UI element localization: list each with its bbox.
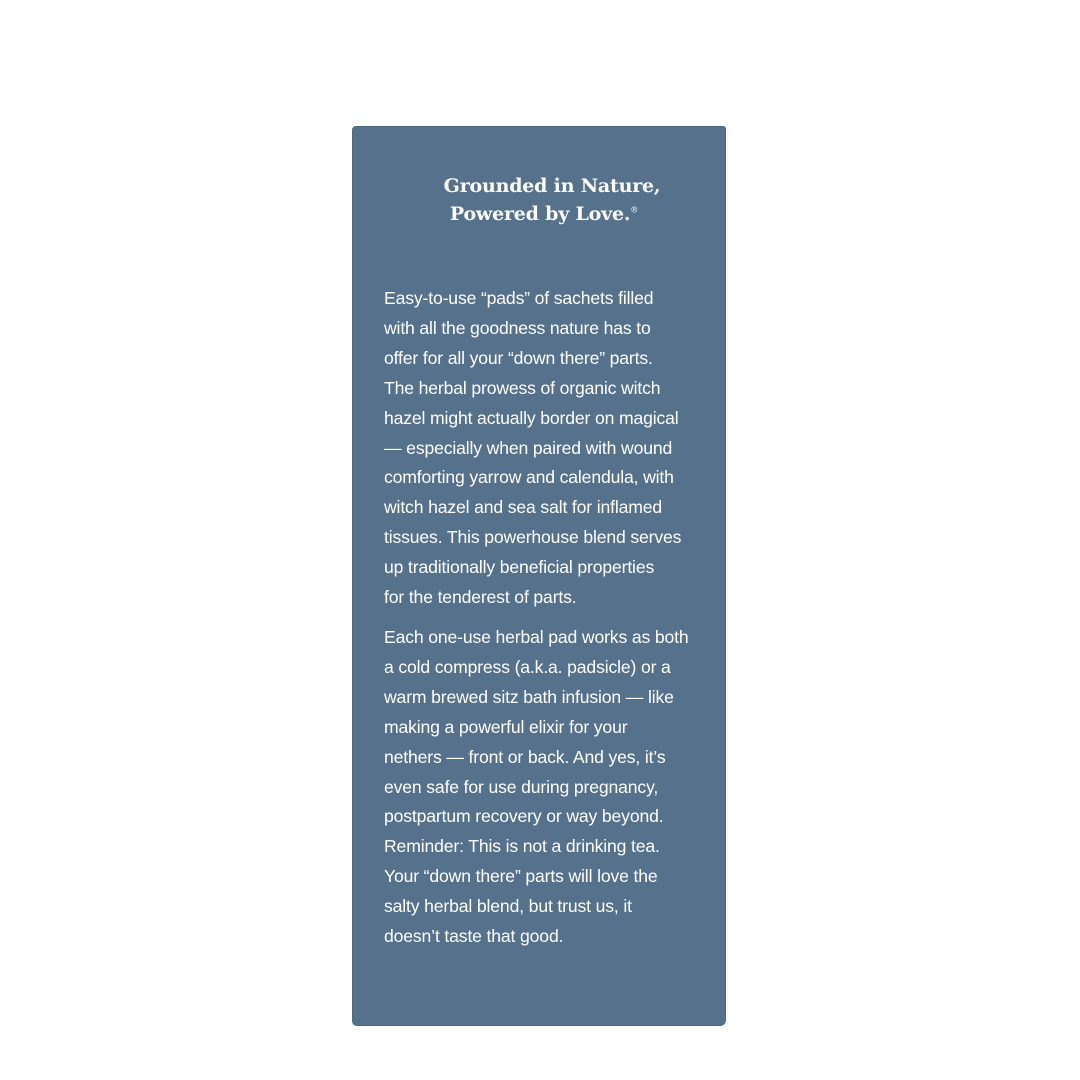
tagline-line-2-text: Powered by Love.	[449, 203, 631, 225]
text-line: salty herbal blend, but trust us, it	[384, 896, 632, 917]
description-paragraph-2	[384, 623, 706, 952]
product-description	[384, 284, 706, 962]
text-line: comforting yarrow and calendula, with	[384, 467, 674, 488]
brand-tagline	[352, 172, 726, 228]
tagline-line-1: Grounded in Nature,	[443, 175, 661, 197]
text-line: a cold compress (a.k.a. padsicle) or a	[384, 656, 671, 677]
text-line: offer for all your “down there” parts.	[384, 347, 653, 368]
text-line: Reminder: This is not a drinking tea.	[384, 836, 660, 857]
description-paragraph-1	[384, 284, 706, 613]
text-line: Your “down there” parts will love the	[384, 866, 658, 887]
text-line: for the tenderest of parts.	[384, 587, 577, 608]
text-line: tissues. This powerhouse blend serves	[384, 527, 682, 548]
text-line: warm brewed sitz bath infusion — like	[384, 686, 674, 707]
text-line: — especially when paired with wound	[384, 437, 673, 458]
text-line: making a powerful elixir for your	[384, 716, 628, 737]
text-line: hazel might actually border on magical	[384, 407, 679, 428]
text-line: The herbal prowess of organic witch	[384, 377, 661, 398]
tagline-line-2	[352, 200, 726, 228]
text-line: nethers — front or back. And yes, it’s	[384, 746, 666, 767]
text-line: Each one-use herbal pad works as both	[384, 626, 689, 647]
text-line: Easy-to-use “pads” of sachets filled	[384, 288, 654, 308]
text-line: with all the goodness nature has to	[384, 317, 651, 338]
text-line: doesn’t taste that good.	[384, 926, 564, 947]
text-line: even safe for use during pregnancy,	[384, 776, 659, 797]
text-line: witch hazel and sea salt for inflamed	[384, 497, 663, 518]
registered-mark: ®	[630, 205, 639, 215]
package-side-panel	[352, 126, 726, 1026]
text-line: postpartum recovery or way beyond.	[384, 806, 664, 827]
text-line: up traditionally beneficial properties	[384, 557, 655, 578]
